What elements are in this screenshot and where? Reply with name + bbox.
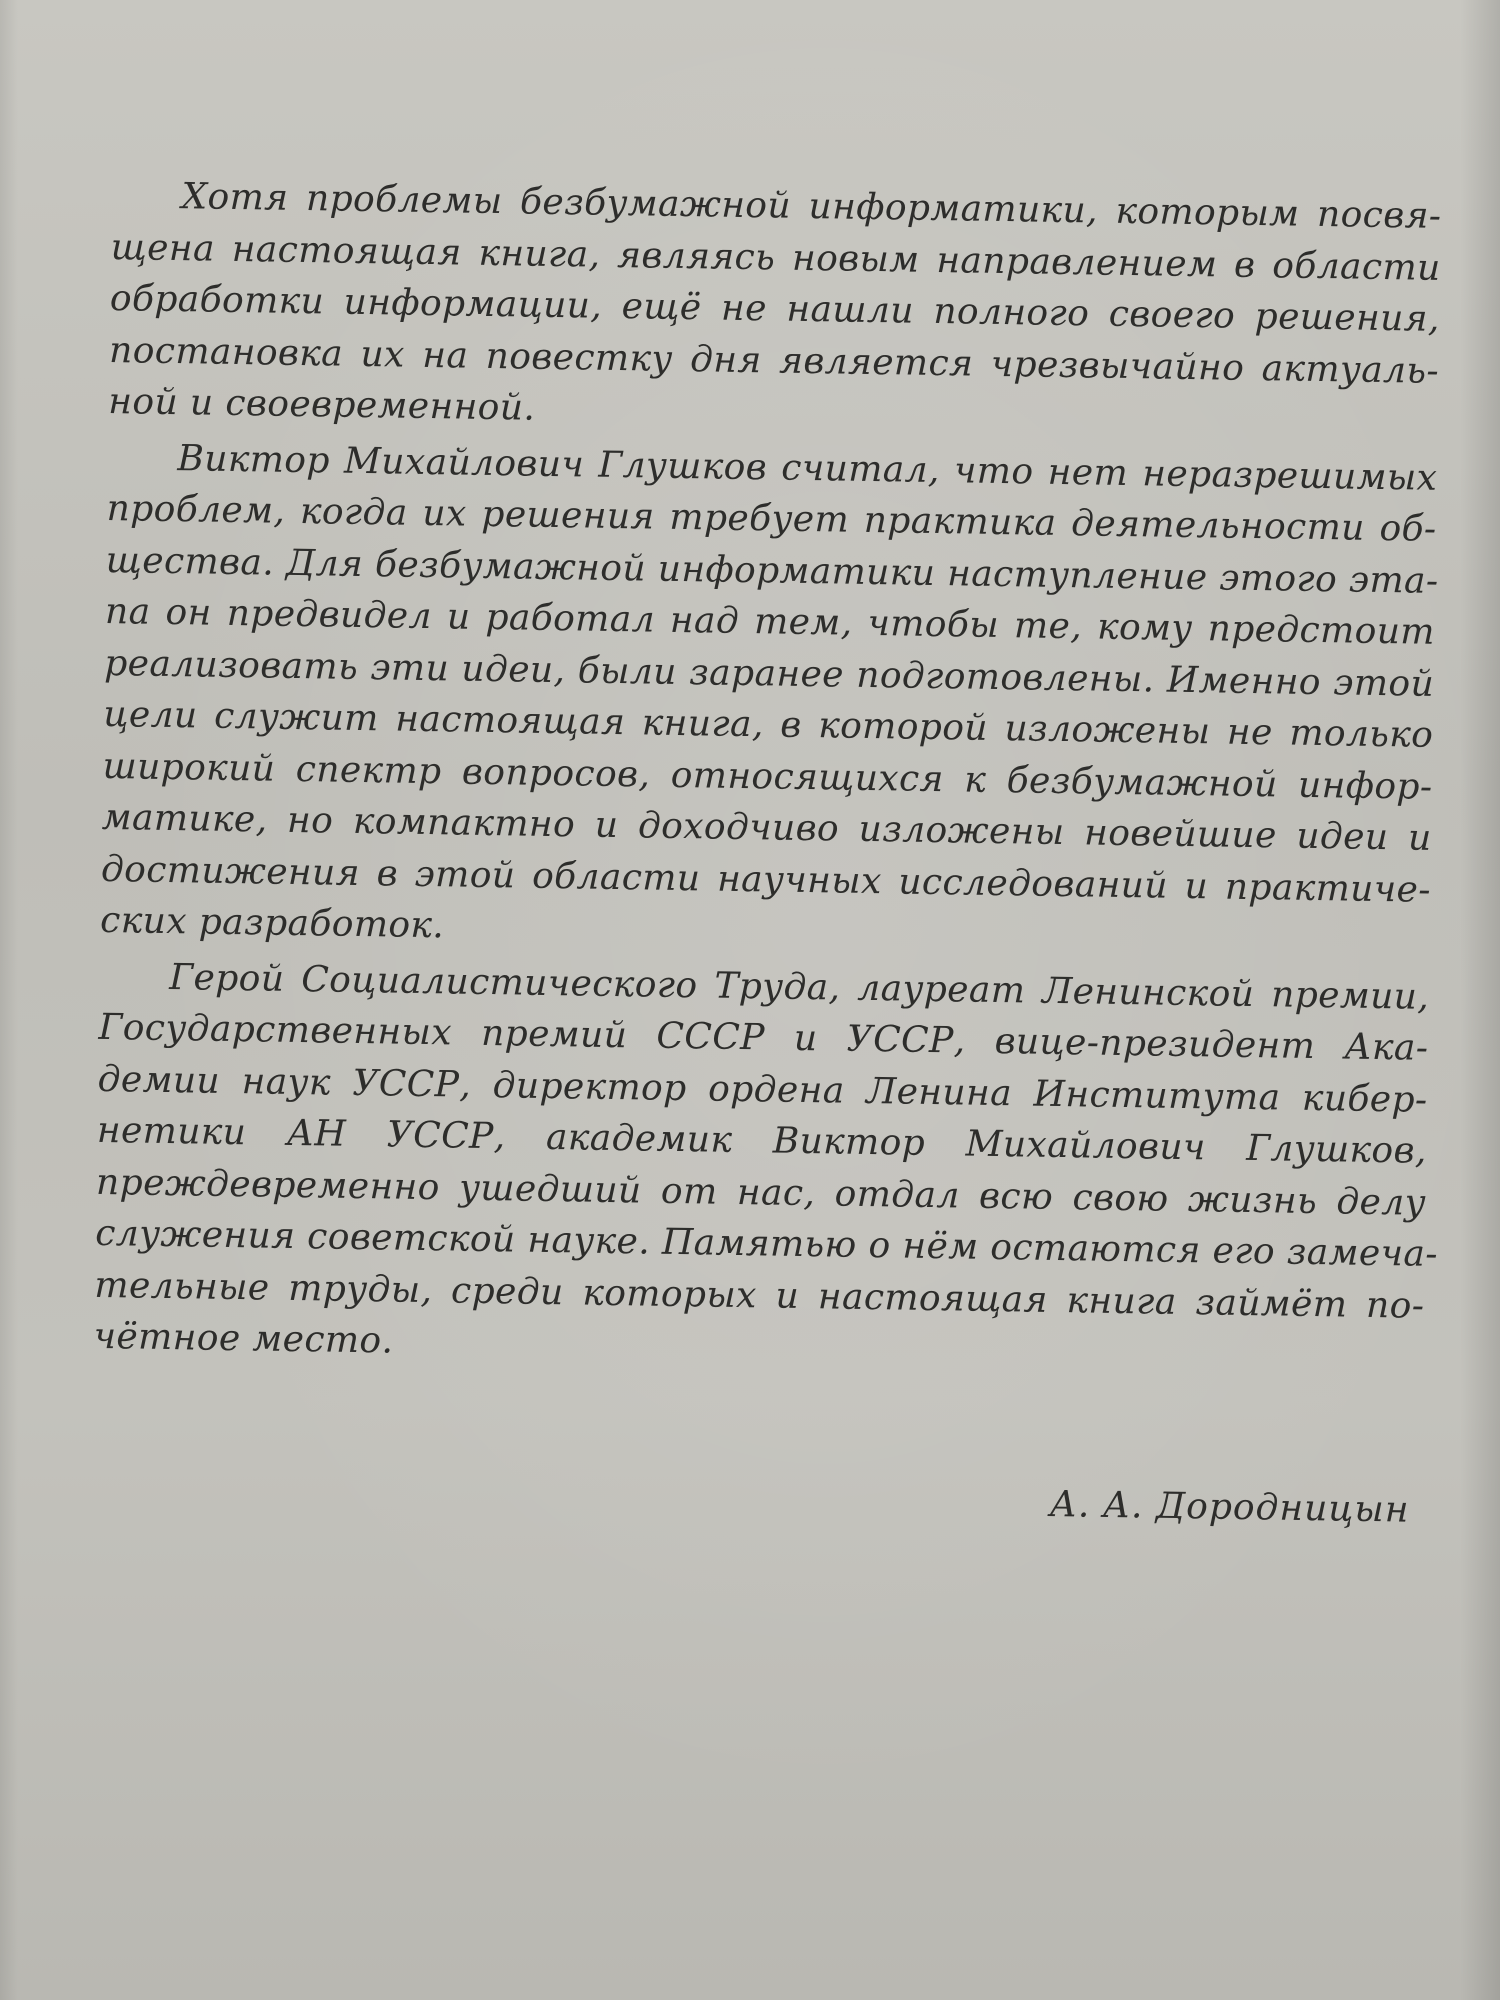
page-body-text xyxy=(93,170,1442,1387)
text-line: матике, но компактно и доходчиво изложены новейшие идеи и xyxy=(101,796,1432,859)
text-line: преждевременно ушедший от нас, отдал всю свою жизнь делу xyxy=(95,1161,1427,1224)
page-curve-shadow xyxy=(1460,0,1500,2000)
text-line: демии наук УССР, директор ордена Ленина Института кибер- xyxy=(97,1058,1428,1121)
paragraph-1 xyxy=(108,170,1442,448)
text-line: Герой Социалистического Труда, лауреат Ленинской премии, xyxy=(169,956,1430,1018)
author-signature: А. А. Дородницын xyxy=(1049,1484,1410,1531)
text-line: щена настоящая книга, являясь новым направлением в области xyxy=(110,226,1441,289)
paragraph-2 xyxy=(100,431,1438,967)
paragraph-3 xyxy=(93,950,1439,1383)
text-line: достижения в этой области научных исследований и практиче- xyxy=(100,848,1432,911)
text-line: постановка их на повестку дня является чрезвычайно актуаль- xyxy=(108,329,1440,392)
text-line: служения советской науке. Памятью о нём остаются его замеча- xyxy=(94,1212,1439,1275)
text-line: обработки информации, ещё не нашли полного своего решения, xyxy=(109,277,1441,340)
text-line: реализовать эти идеи, были заранее подготовлены. Именно этой xyxy=(103,642,1435,705)
text-line: проблем, когда их решения требует практика деятельности об- xyxy=(106,487,1437,550)
text-line: широкий спектр вопросов, относящихся к безбумажной инфор- xyxy=(102,745,1433,808)
page-edge-shadow xyxy=(0,0,18,2000)
text-line: Виктор Михайлович Глушков считал, что нет неразрешимых xyxy=(177,437,1438,499)
text-line: ских разработок. xyxy=(99,899,445,947)
text-line: чётное место. xyxy=(93,1315,394,1362)
text-line: нетики АН УССР, академик Виктор Михайлович Глушков, xyxy=(96,1109,1428,1172)
text-line: тельные труды, среди которых и настоящая книга займёт по- xyxy=(94,1264,1425,1327)
text-line: Государственных премий СССР и УССР, вице-президент Ака- xyxy=(98,1006,1429,1069)
text-line: щества. Для безбумажной информатики наступление этого эта- xyxy=(105,539,1439,602)
text-line: ной и своевременной. xyxy=(108,380,536,429)
text-line: цели служит настоящая книга, в которой изложены не только xyxy=(103,693,1434,756)
text-line: Хотя проблемы безбумажной информатики, которым посвя- xyxy=(181,176,1442,237)
text-line: па он предвидел и работал над тем, чтобы те, кому предстоит xyxy=(104,590,1436,653)
